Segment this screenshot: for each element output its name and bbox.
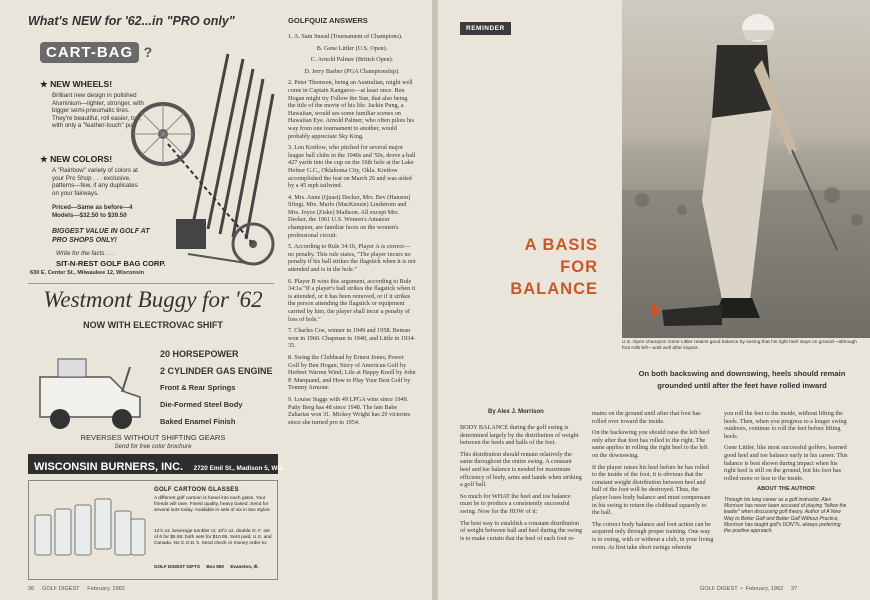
quiz-answer-4: 4. Mrs. Anne (Quast) Decker, Mrs. Bev (Hanson) Sfingi, Mrs. Marlo (MacKenzie) Lindstrom and Mrs. Joyce (Ziske) Maihson. All except Mrs. Decker, the 1961 U.S. Women's Amateur champion, are familiar faces on the women's professional circuit.	[288, 193, 411, 239]
title-line-3: BALANCE	[510, 280, 598, 298]
article-subhead: On both backswing and downswing, heels should remain grounded until after the feet have rolled inward	[638, 369, 846, 390]
facts-line: Write for the facts . . .	[56, 250, 115, 257]
quiz-answer-1b: B. Gene Littler (U.S. Open).	[316, 44, 388, 52]
about-author-heading: ABOUT THE AUTHOR	[757, 486, 815, 493]
westmont-sub: NOW WITH ELECTROVAC SHIFT	[83, 320, 223, 330]
left-folio: 36 GOLF DIGEST February, 1962	[28, 586, 125, 592]
cart-bag-ad	[28, 14, 278, 276]
glasses-illustration	[31, 489, 149, 559]
brand-logo: CART-BAG	[40, 42, 139, 63]
about-author-text: Through his long career as a golf instructor, Alex Morrison has never been accused of playing "follow the leader" when discussing golf theory. Author of A New Way to Better Golf and Better Golf Without Practice, Morrison has taught golf's DON'Ts, always preferring the positive approach.	[724, 496, 847, 534]
westmont-buggy-ad	[28, 287, 278, 450]
photo-caption: U.S. Open champion Gene Littler retains good balance by seeing that his right heel stays on ground—although foot rolls left—until well after impact.	[622, 340, 857, 351]
right-folio: GOLF DIGEST • February, 1962 37	[700, 586, 798, 592]
quiz-answer-3: 3. Lou Kretlow, who pitched for several major league ball clubs in the 1940s and '50s, drove a ball 427 yards into the cup on the 16th hole at the Lake Hefner G.C., Oklahoma City, Okla. Kretlow accomplished the feat on March 26 and was aided by a 45 mph tailwind.	[288, 144, 416, 190]
quiz-answer-2: 2. Peter Thomson, being an Australian, might well come in Captain Kangaroo—at least once. Ben Hogan might try Follow the Sun, that also being the title of the movie of his life. Jackie Pung, a Hawaiian, would see some familiar scenes on Hawaiian Eye. Arnold Palmer, who often pilots his way from one tournament to another, would probably appreciate Sky King.	[288, 79, 415, 140]
col3-para-2: Gene Littler, like most successful golfers, learned good heel and toe balance early in his career. This balance is best shown during impact when his right heel is still on the ground, but his foot has rolled more or less to the inside.	[724, 444, 848, 482]
col2-para-3: If the player raises his heel before he has rolled to the inside of the foot, it is obvious that the constant weight distribution between heel and ball of the foot will be destroyed. Thus, the player loses body balance and must compensate in his swing to return the clubhead squarely to the ball.	[592, 463, 711, 517]
article-title	[478, 234, 598, 300]
spec-horsepower: 20 HORSEPOWER	[160, 349, 239, 359]
golfer-figure	[622, 0, 870, 338]
cartoon-glasses-ad	[28, 480, 278, 580]
glasses-text-2: 12½ oz. beverage tumbler or, 10½ oz. double O. F. set of 6 for $5.95; both sets for $10.95. Sent paid, U.S. and Canada. No C.O.D.'s. Send check or money order to:	[154, 529, 272, 546]
left-page	[0, 0, 432, 600]
col1-para-1: BODY BALANCE during the golf swing is determined largely by the distribution of weight between the heels and balls of the feet.	[460, 424, 579, 447]
col2-para-4: The correct body balance and foot action can be acquired only through proper training. One way is to swing, with or without a club, in your living room. At first take short swings wherein	[592, 520, 714, 551]
quiz-answer-7: 7. Charles Coe, winner in 1949 and 1958. Beman won in 1960. Chapman in 1940, and Little in 1934-35.	[288, 327, 416, 350]
glasses-footer: GOLF DIGEST GIFTS Box 550 Evanston, Ill.	[154, 564, 259, 569]
quiz-answer-5: 5. According to Rule 34:1b, Player A is correct—no penalty. This rule states, "The player incurs no penalty if his ball strikes the flagstick when it is not attended and is in the hole."	[288, 243, 416, 274]
divider	[28, 283, 274, 284]
byline: By Alex J. Morrison	[488, 409, 544, 415]
price-text: Priced—Same as before—4 Models—$32.50 to $39.50	[52, 204, 133, 219]
wisconsin-burners-bar	[28, 454, 285, 474]
article-column-2	[592, 410, 714, 555]
glasses-title: GOLF CARTOON GLASSES	[154, 487, 239, 493]
feature-colors: ★ NEW COLORS!	[40, 154, 113, 164]
right-page	[438, 0, 870, 600]
value-line: BIGGEST VALUE IN GOLF AT PRO SHOPS ONLY!	[52, 228, 150, 244]
spec-engine: 2 CYLINDER GAS ENGINE	[160, 366, 273, 376]
col1-para-2: This distribution should remain relatively the same throughout the entire swing. A constant heel and toe balance is needed for maximum efficiency of body, arms and hands when striking a golf ball.	[460, 450, 582, 489]
gene-littler-photo	[622, 0, 870, 338]
quiz-answer-9: 9. Louise Suggs with 49 LPGA wins since 1949. Patty Berg has 48 since 1948. The late Babe Zaharias won 31. Mickey Wright has 29 victories since she turned pro in 1954.	[288, 395, 411, 426]
spec-finish: Baked Enamel Finish	[160, 417, 236, 426]
golf-car-illustration	[30, 337, 146, 432]
quiz-heading: GOLFQUIZ ANSWERS	[288, 16, 368, 25]
golfquiz-answers	[288, 16, 416, 430]
col2-para-2: On the backswing you should raise the left heel only after that foot has rolled to the right. The same applies in rolling the right heel to the left on the downswing.	[592, 429, 710, 459]
feature-wheels-text: Brilliant new design in polished Aluminium—lighter, stronger, with bigger semi-pneumatic tires. They're beautiful, roll easier, too, with only a "feather-touch" pull.	[52, 92, 144, 129]
quiz-answer-1c: C. Arnold Palmer (British Open).	[310, 56, 394, 64]
title-line-1: A BASIS	[524, 236, 598, 254]
col1-para-4: The best way to establish a constant distribution of weight between ball and heel during the swing is to make certain that the heel of each foot re-	[460, 519, 582, 542]
article-column-3	[724, 410, 848, 534]
article-column-1	[460, 424, 582, 546]
quiz-answer-1a: 1. A. Sam Snead (Tournament of Champions).	[288, 33, 403, 40]
brochure-line: Send for free color brochure	[114, 443, 192, 450]
feature-wheels: ★ NEW WHEELS!	[40, 79, 113, 89]
westmont-headline: Westmont Buggy for '62	[43, 287, 263, 312]
title-line-2: FOR	[560, 258, 598, 276]
spec-springs: Front & Rear Springs	[160, 383, 236, 392]
col3-para-1: you roll the feet to the inside, without lifting the heels. Then, when you progress to a longer swing outdoors, continue to roll the feet before lifting heels.	[724, 410, 847, 440]
quiz-answer-1d: D. Jerry Barber (PGA Championship).	[304, 67, 400, 75]
quiz-answer-6: 6. Player B wins this argument, according to Rule 34:1a "If a player's ball strikes the flagstick when it is attended, or it has been removed, or if it strikes the person attending the flagstick or equipment carried by him, the player shall incur a penalty of loss of hole."	[288, 277, 416, 323]
wb-address: 2720 Emil St., Madison 5, Wis.	[193, 465, 285, 472]
col1-para-3: So much for WHAT the heel and toe balance must be to produce a consistently successful swing. Now for the HOW of it:	[460, 492, 571, 515]
reverse-line: REVERSES WITHOUT SHIFTING GEARS	[80, 433, 226, 442]
glasses-text-1: A different golf cartoon is fused into each glass. Your friends will rave. Finest quality, heavy based. Send for several sets today. Available in sets of six in two styles:	[154, 496, 271, 513]
spec-body: Die-Formed Steel Body	[160, 400, 243, 409]
brand-mark: ?	[143, 44, 153, 60]
golf-cart-bag-illustration	[128, 39, 278, 274]
col2-para-1: mains on the ground until after that foot has rolled over toward the inside.	[592, 410, 701, 425]
reminder-tag: REMINDER	[460, 22, 511, 35]
quiz-answer-8: 8. Swing the Clubhead by Ernest Jones; Power Golf by Ben Hogan; Story of American Golf by Herbert Warren Wind; Life at Happy Knoll by John P. Marquand, and How to Play Your Best Golf by Tommy Armour.	[288, 353, 416, 392]
feature-colors-text: A "Rainbow" variety of colors at your Pro Shop . . . exclusive, patterns—few, if any duplicates on your fairways.	[52, 167, 138, 197]
company-name: SIT-N-REST GOLF BAG CORP.	[56, 259, 166, 268]
company-address: 630 E. Center St., Milwaukee 12, Wisconsin	[30, 270, 145, 276]
ad-headline: What's NEW for '62...in "PRO only"	[28, 14, 235, 28]
wb-company: WISCONSIN BURNERS, INC.	[34, 461, 184, 473]
